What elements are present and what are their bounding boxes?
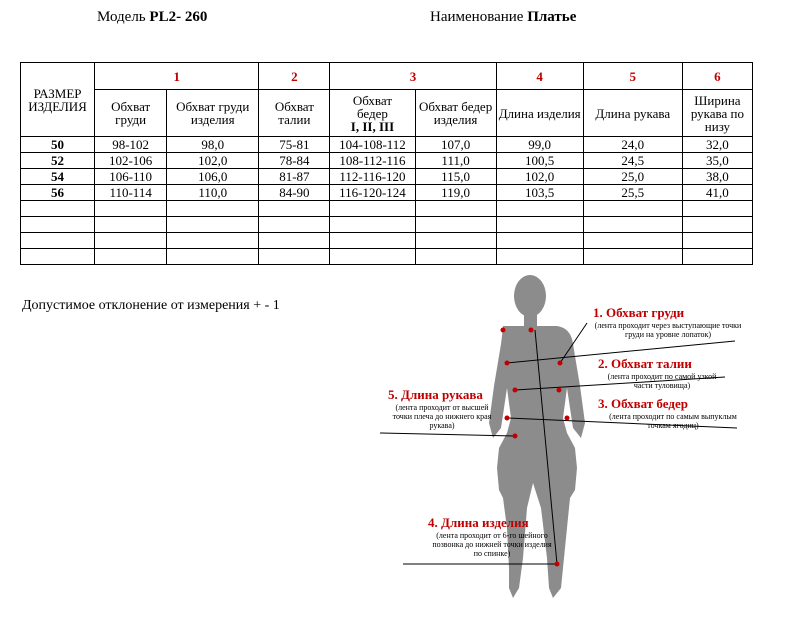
chest-annotation-desc: (лента проходит через выступающие точки груди на уровне лопаток): [594, 321, 742, 339]
cell-chest: 110-114: [95, 185, 167, 201]
hips-header-line-1: Обхват: [352, 92, 392, 108]
model-label: Модель: [97, 9, 146, 25]
group-number-4: 4: [496, 63, 583, 90]
cell-hips-garment: 111,0: [415, 153, 496, 169]
table-row: [21, 153, 753, 169]
table-row: [21, 137, 753, 153]
group-number-2: 2: [259, 63, 330, 90]
cell-waist: 75-81: [259, 137, 330, 153]
cell-sleeve: 25,0: [583, 169, 682, 185]
empty-row: [21, 233, 753, 249]
cell-sleeve-width: 41,0: [682, 185, 752, 201]
name-header: [430, 9, 576, 26]
model-header: [97, 9, 207, 26]
table-row: [21, 185, 753, 201]
column-header-hips-garment: Обхват бедер изделия: [415, 90, 496, 137]
length-annotation-desc: (лента проходит от 6-го шейного позвонка до нижней точки изделия по спинке): [432, 531, 552, 558]
cell-length: 100,5: [496, 153, 583, 169]
column-header-sleeve-width: Ширина рукава по низу: [682, 90, 752, 137]
cell-length: 102,0: [496, 169, 583, 185]
table-row: [21, 169, 753, 185]
cell-sleeve: 25,5: [583, 185, 682, 201]
column-header-sleeve: Длина рукава: [583, 90, 682, 137]
size-table: [20, 62, 753, 265]
cell-chest-garment: 106,0: [167, 169, 259, 185]
empty-row: [21, 249, 753, 265]
empty-row: [21, 201, 753, 217]
size-column-header: РАЗМЕР ИЗДЕЛИЯ: [21, 63, 95, 137]
cell-size: 52: [21, 153, 95, 169]
name-value: Платье: [527, 9, 577, 25]
cell-hips: 112-116-120: [330, 169, 415, 185]
cell-waist: 84-90: [259, 185, 330, 201]
cell-sleeve: 24,0: [583, 137, 682, 153]
tolerance-note: Допустимое отклонение от измерения + - 1: [22, 298, 280, 313]
hips-header-line-2: бедер: [356, 105, 388, 121]
cell-sleeve: 24,5: [583, 153, 682, 169]
name-label: Наименование: [430, 9, 524, 25]
hips-annotation-title: 3. Обхват бедер: [598, 396, 688, 411]
length-annotation: [428, 515, 556, 558]
cell-size: 50: [21, 137, 95, 153]
cell-size: 56: [21, 185, 95, 201]
hips-annotation-desc: (лента проходит по самым выпуклым точкам ягодиц): [609, 412, 737, 430]
waist-annotation-desc: (лента проходит по самой узкой части туловища): [607, 372, 717, 390]
sleeve-annotation-title: 5. Длина рукава: [388, 387, 483, 402]
cell-chest-garment: 102,0: [167, 153, 259, 169]
chest-annotation: [593, 305, 753, 339]
column-header-waist: Обхват талии: [259, 90, 330, 137]
cell-waist: 78-84: [259, 153, 330, 169]
cell-hips: 108-112-116: [330, 153, 415, 169]
cell-sleeve-width: 38,0: [682, 169, 752, 185]
cell-sleeve-width: 32,0: [682, 137, 752, 153]
cell-waist: 81-87: [259, 169, 330, 185]
hips-header-line-3: I, II, III: [350, 118, 395, 134]
cell-sleeve-width: 35,0: [682, 153, 752, 169]
group-number-3: 3: [330, 63, 496, 90]
length-annotation-title: 4. Длина изделия: [428, 515, 529, 530]
cell-chest: 106-110: [95, 169, 167, 185]
model-value: PL2- 260: [149, 9, 208, 25]
cell-chest: 98-102: [95, 137, 167, 153]
cell-hips: 104-108-112: [330, 137, 415, 153]
cell-hips: 116-120-124: [330, 185, 415, 201]
cell-chest: 102-106: [95, 153, 167, 169]
cell-size: 54: [21, 169, 95, 185]
empty-row: [21, 217, 753, 233]
chest-annotation-title: 1. Обхват груди: [593, 305, 685, 320]
group-number-5: 5: [583, 63, 682, 90]
sleeve-annotation-desc: (лента проходит от высшей точки плеча до нижнего края рукава): [392, 403, 492, 430]
column-header-chest: Обхват груди: [95, 90, 167, 137]
waist-annotation-title: 2. Обхват талии: [598, 356, 692, 371]
cell-chest-garment: 110,0: [167, 185, 259, 201]
cell-hips-garment: 115,0: [415, 169, 496, 185]
group-number-6: 6: [682, 63, 752, 90]
column-header-length: Длина изделия: [496, 90, 583, 137]
column-header-hips: [330, 90, 415, 137]
group-number-1: 1: [95, 63, 259, 90]
sleeve-annotation: [388, 387, 498, 430]
cell-length: 99,0: [496, 137, 583, 153]
column-header-chest-garment: Обхват груди изделия: [167, 90, 259, 137]
cell-length: 103,5: [496, 185, 583, 201]
cell-hips-garment: 107,0: [415, 137, 496, 153]
cell-hips-garment: 119,0: [415, 185, 496, 201]
hips-annotation: [598, 396, 758, 430]
waist-annotation: [598, 356, 738, 390]
cell-chest-garment: 98,0: [167, 137, 259, 153]
